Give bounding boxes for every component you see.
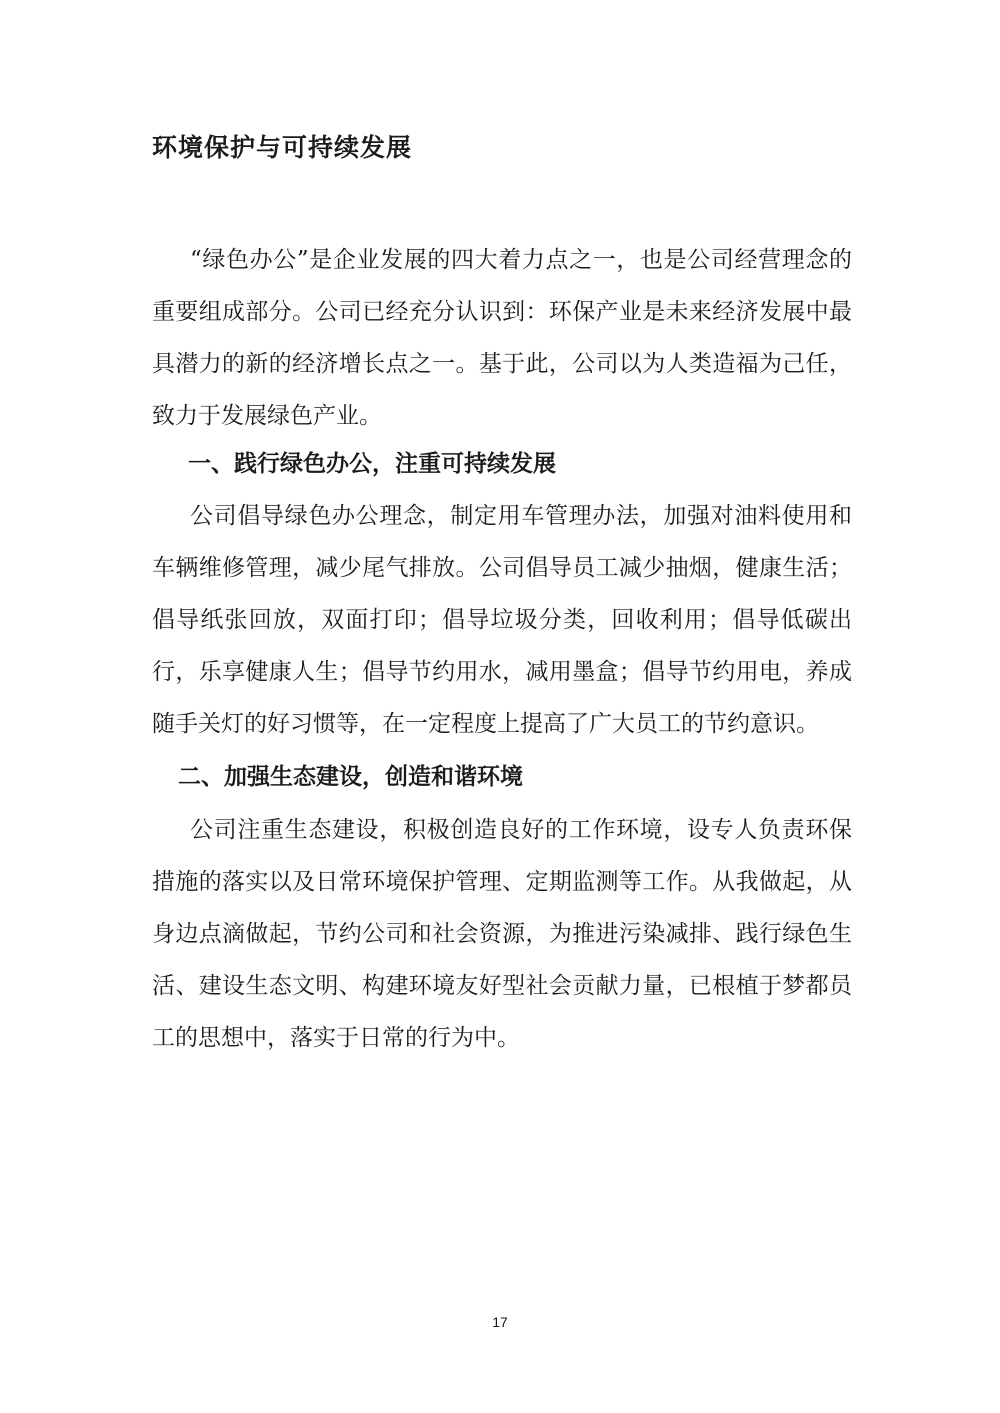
intro-paragraph: “绿色办公”是企业发展的四大着力点之一，也是公司经营理念的重要组成部分。公司已经充分认识到：环保产业是未来经济发展中最具潜力的新的经济增长点之一。基于此，公司以为人类造福为己任，致力于发展绿色产业。 [152, 247, 852, 429]
section-body-2: 公司注重生态建设，积极创造良好的工作环境，设专人负责环保措施的落实以及日常环境保护管理、定期监测等工作。从我做起，从身边点滴做起，节约公司和社会资源，为推进污染减排、践行绿色生活、建设生态文明、构建环境友好型社会贡献力量，已根植于梦都员工的思想中，落实于日常的行为中。 [152, 817, 852, 1051]
page-title: 环境保护与可持续发展 [152, 133, 413, 162]
page-number: 17 [492, 1314, 508, 1330]
section-body-1: 公司倡导绿色办公理念，制定用车管理办法，加强对油料使用和车辆维修管理，减少尾气排放。公司倡导员工减少抽烟，健康生活；倡导纸张回放，双面打印；倡导垃圾分类，回收利用；倡导低碳出行，乐享健康人生；倡导节约用水，减用墨盒；倡导节约用电，养成随手关灯的好习惯等，在一定程度上提高了广大员工的节约意识。 [152, 503, 852, 737]
section-heading-2: 二、加强生态建设，创造和谐环境 [178, 764, 523, 790]
section-heading-1: 一、践行绿色办公，注重可持续发展 [188, 451, 556, 477]
